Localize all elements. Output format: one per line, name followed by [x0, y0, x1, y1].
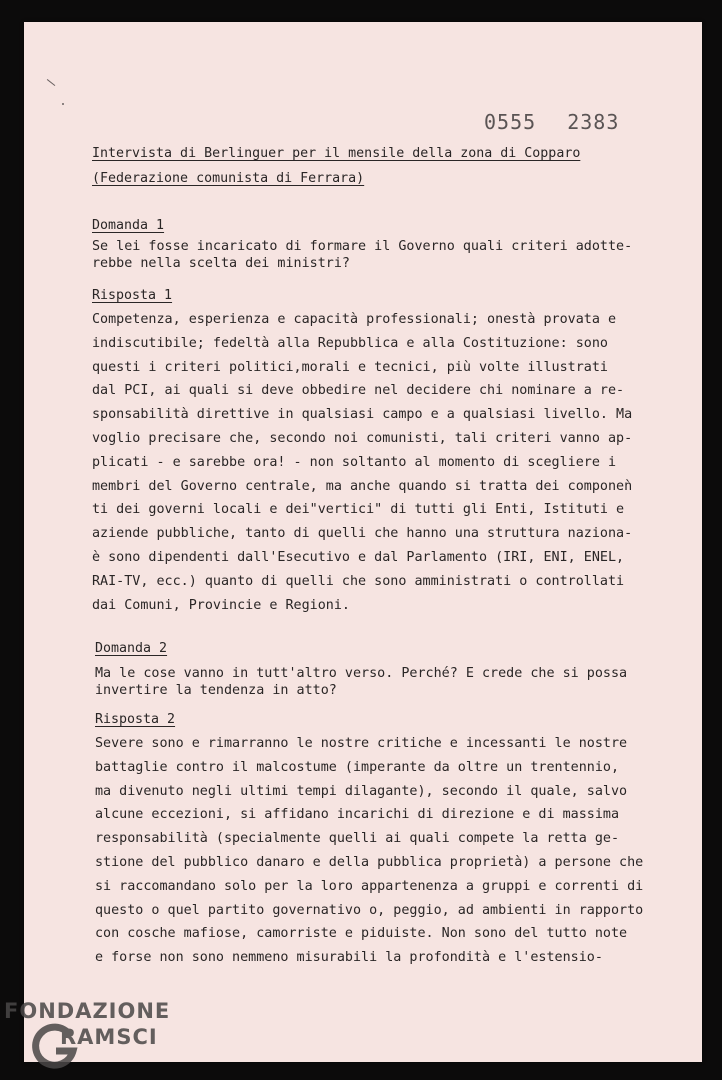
answer-1-text: Competenza, esperienza e capacità professionali; onestà provata e indiscutibile; fedeltà alla Repubblica e alla Costituzione: sono questi i criteri politici,morali e tecnici, più volte illustrati dal PCI, ai quali si deve obbedire nel decidere chi nominare a re- sponsabilità direttive in qualsiasi campo e a qualsiasi livello. Ma voglio precisare che, secondo noi comunisti, tali criteri vanno ap- plicati - e sarebbe ora! - non soltanto al momento di scegliere i membri del Governo centrale, ma anche quando si tratta dei componeǹ ti dei governi locali e dei"vertici" di tutti gli Enti, Istituti e aziende pubbliche, tanto di quelli che hanno una struttura naziona- è sono dipendenti dall'Esecutivo e dal Parlamento (IRI, ENI, ENEL, RAI-TV, ecc.) quanto di quelli che sono amministrati o controllati dai Comuni, Provincie e Regioni.: [92, 312, 633, 613]
answer-1-label: Risposta 1: [92, 288, 173, 303]
pen-dot: [62, 103, 64, 105]
watermark-line1: FONDAZIONE: [4, 999, 171, 1023]
question-2-text: Ma le cose vanno in tutt'altro verso. Perché? E crede che si possa invertire la tendenza in atto?: [95, 666, 628, 698]
document-page: [24, 22, 702, 1062]
fondazione-gramsci-watermark: [4, 997, 204, 1077]
archive-number: 0555 2383: [484, 110, 620, 134]
question-2-label: Domanda 2: [95, 641, 168, 656]
question-1-text: Se lei fosse incaricato di formare il Governo quali criteri adotte- rebbe nella scelta dei ministri?: [92, 239, 633, 271]
answer-2-text: Severe sono e rimarranno le nostre critiche e incessanti le nostre battaglie contro il malcostume (imperante da oltre un trentennio, ma divenuto negli ultimi tempi dilagante), secondo il quale, salvo alcune eccezioni, si affidano incarichi di direzione e di massima responsabilità (specialmente quelli ai quali compete la retta ge- stione del pubblico danaro e della pubblica proprietà) a persone che si raccomandano solo per la loro appartenenza a gruppi e correnti di questo o quel partito governativo o, peggio, ad ambienti in rapporto con cosche mafiose, camorriste e piduiste. Non sono del tutto note e forse non sono nemmeno misurabili la profondità e l'estensio-: [95, 736, 644, 966]
watermark-line2: RAMSCI: [60, 1025, 158, 1049]
pen-mark: [47, 79, 56, 86]
answer-2-label: Risposta 2: [95, 712, 176, 727]
question-1-label: Domanda 1: [92, 218, 165, 233]
document-title-line1: Intervista di Berlinguer per il mensile della zona di Copparo: [92, 146, 581, 161]
document-title-line2: (Federazione comunista di Ferrara): [92, 171, 365, 186]
